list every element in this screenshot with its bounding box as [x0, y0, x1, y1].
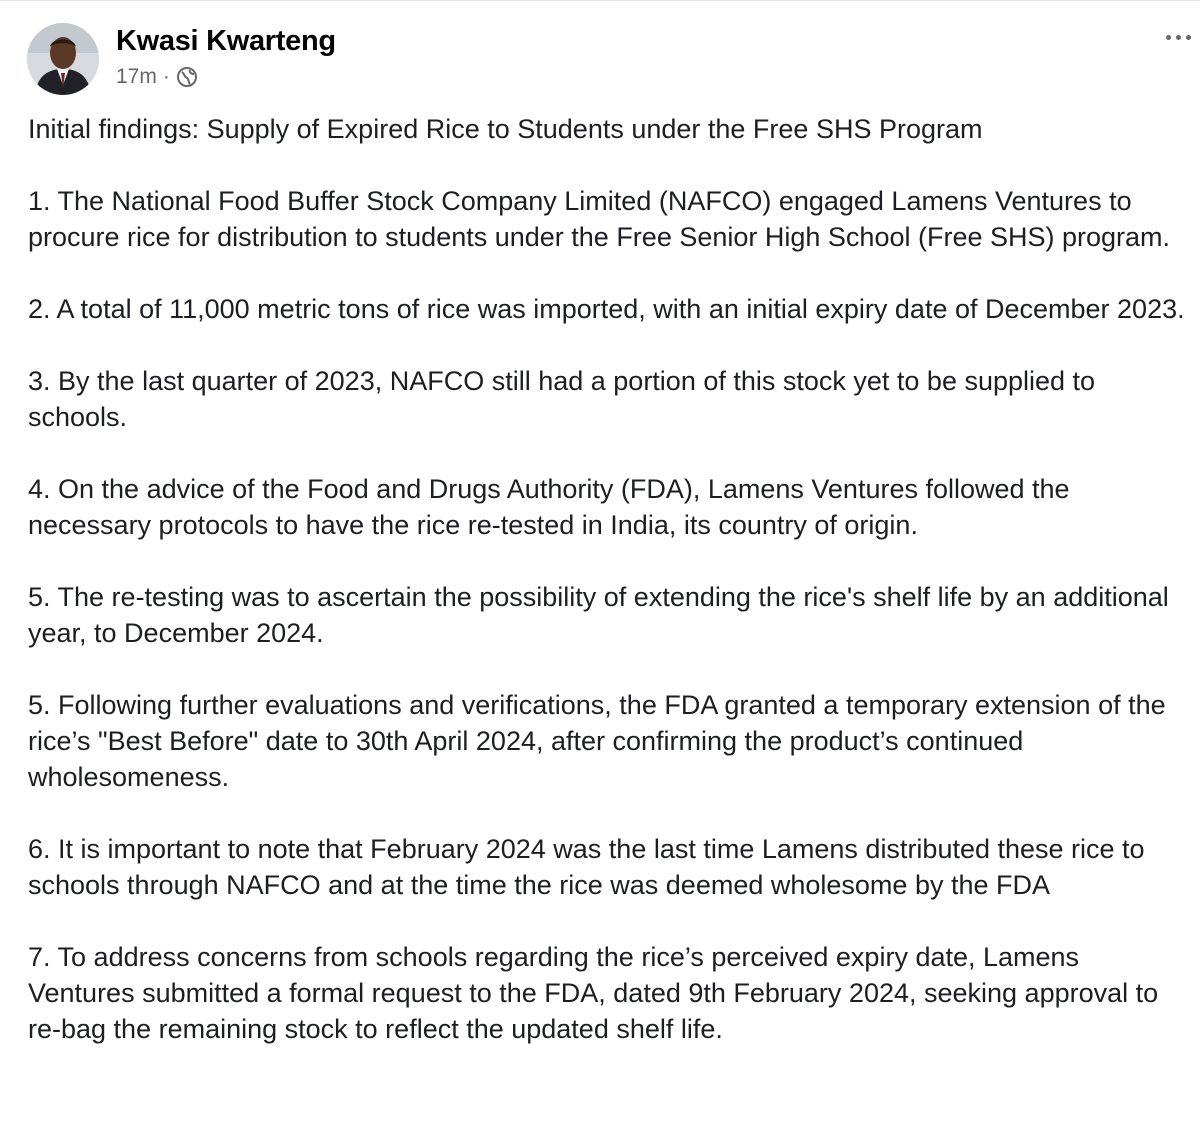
post-paragraph: 5. Following further evaluations and verifications, the FDA granted a temporary extension of the rice’s "Best Before" date to 30th April 2024, after confirming the product’s continued wholesomeness. [28, 690, 1166, 792]
post-body [28, 111, 1188, 1083]
post-paragraph: 2. A total of 11,000 metric tons of rice was imported, with an initial expiry date of December 2023. [28, 294, 1185, 324]
globe-icon[interactable] [176, 66, 198, 88]
post-paragraph: 7. To address concerns from schools regarding the rice’s perceived expiry date, Lamens Ventures submitted a formal request to the FDA, dated 9th February 2024, seeking approval to re-bag the remaining stock to reflect the updated shelf life. [28, 942, 1159, 1044]
avatar-image [27, 23, 99, 95]
post-meta [116, 65, 198, 89]
post-paragraph: 3. By the last quarter of 2023, NAFCO still had a portion of this stock yet to be supplied to schools. [28, 366, 1096, 432]
more-dot [1166, 35, 1171, 40]
avatar[interactable] [27, 23, 99, 95]
more-dot [1186, 35, 1191, 40]
post-heading: Initial findings: Supply of Expired Rice to Students under the Free SHS Program [28, 114, 983, 144]
author-name[interactable]: Kwasi Kwarteng [116, 25, 336, 57]
more-dot [1176, 35, 1181, 40]
post-paragraph: 6. It is important to note that February 2024 was the last time Lamens distributed these rice to schools through NAFCO and at the time the rice was deemed wholesome by the FDA [28, 834, 1145, 900]
post-paragraph: 5. The re-testing was to ascertain the possibility of extending the rice's shelf life by an additional year, to December 2024. [28, 582, 1169, 648]
more-options-icon[interactable] [1166, 27, 1196, 47]
post-paragraph: 1. The National Food Buffer Stock Company Limited (NAFCO) engaged Lamens Ventures to procure rice for distribution to students under the Free Senior High School (Free SHS) program. [28, 186, 1171, 252]
post-paragraph: 4. On the advice of the Food and Drugs Authority (FDA), Lamens Ventures followed the necessary protocols to have the rice re-tested in India, its country of origin. [28, 474, 1070, 540]
post-timestamp[interactable]: 17m [116, 65, 157, 88]
meta-separator: · [162, 65, 170, 88]
